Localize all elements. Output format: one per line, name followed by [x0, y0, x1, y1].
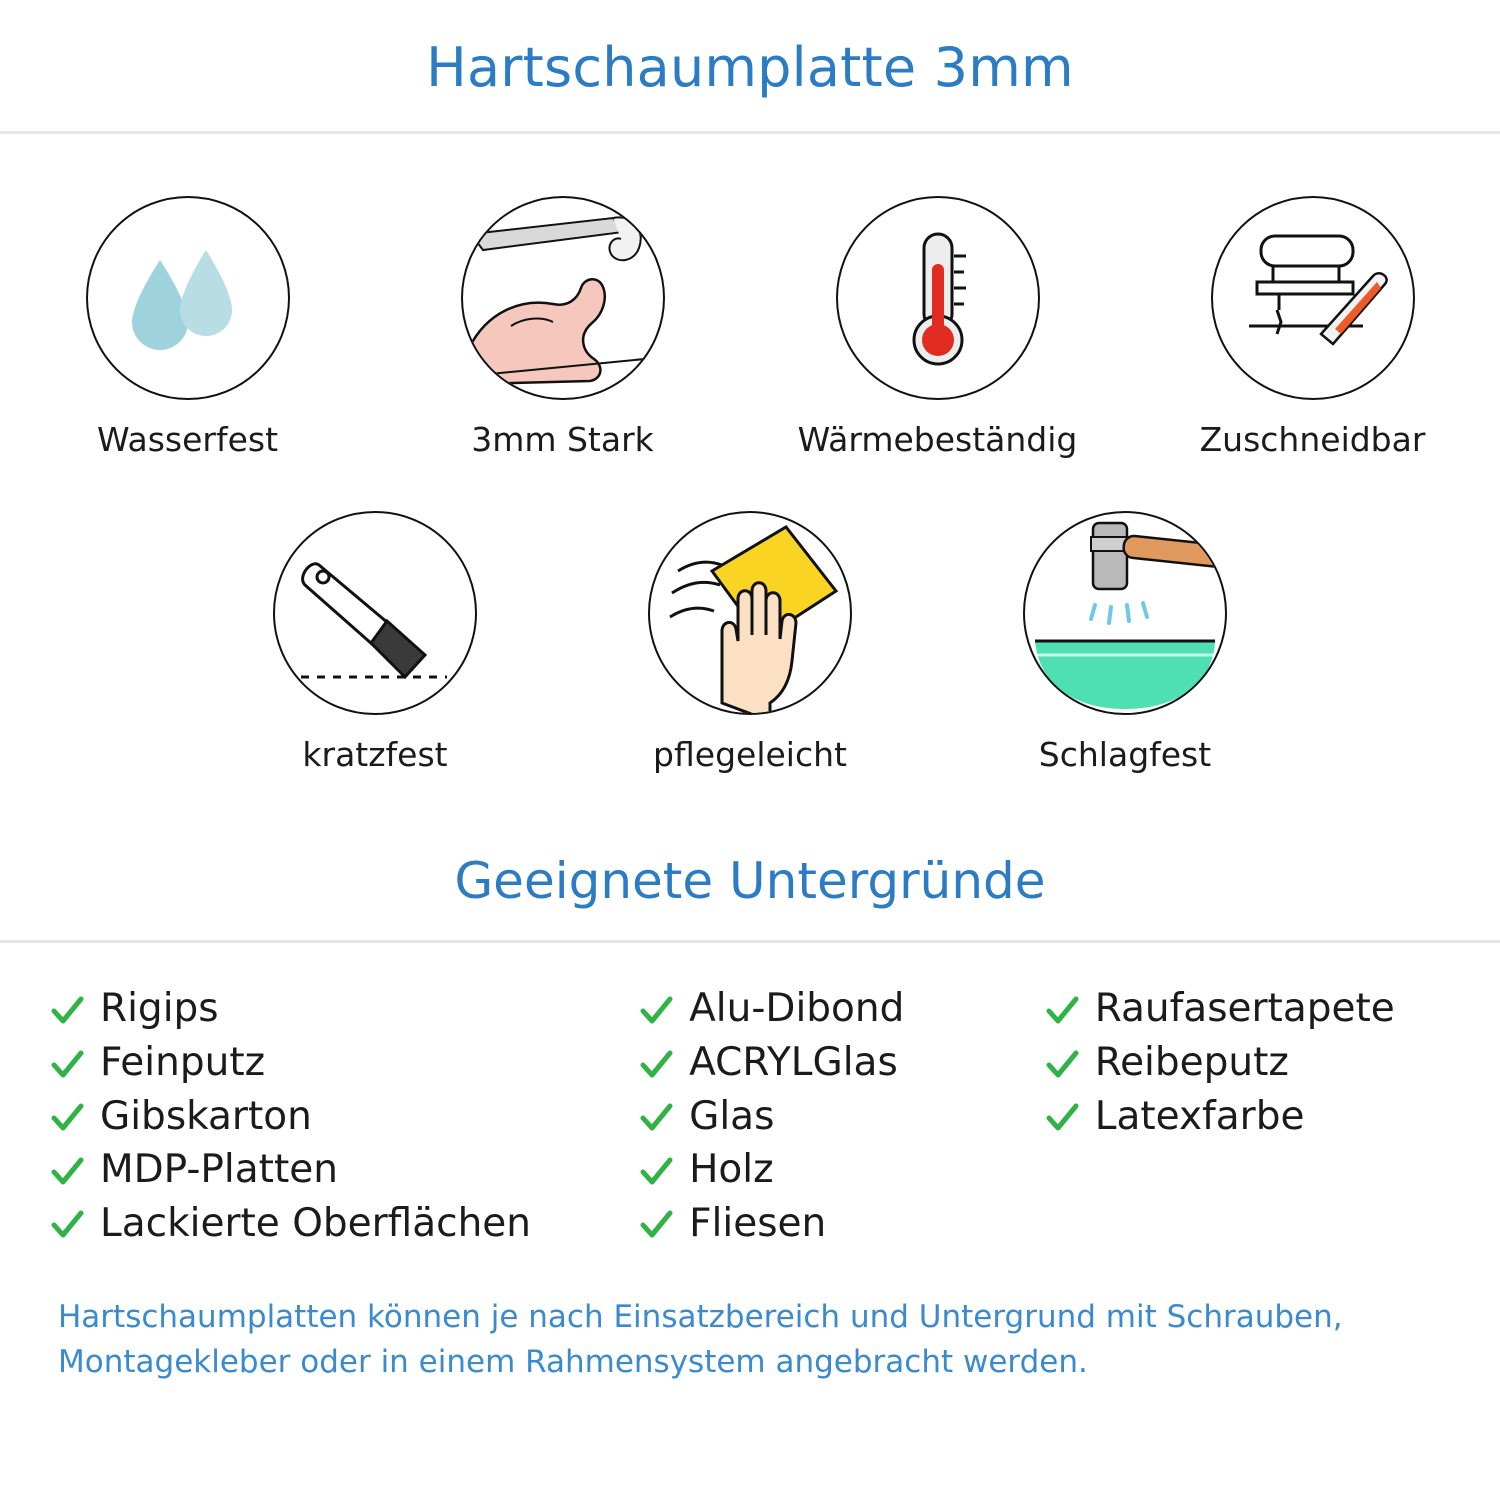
feature-zuschneidbar — [1125, 196, 1500, 459]
list-item — [50, 1039, 639, 1087]
water-drops-icon — [86, 196, 290, 400]
list-item — [639, 1146, 1045, 1194]
list-item — [639, 985, 1045, 1033]
check-icon — [50, 1046, 84, 1080]
hammer-impact-icon — [1023, 511, 1227, 715]
feature-label: 3mm Stark — [471, 420, 654, 460]
hand-cloth-wipe-icon — [648, 511, 852, 715]
feature-row-1 — [0, 196, 1500, 459]
list-item — [1045, 1093, 1460, 1141]
list-item-label: Gibskarton — [100, 1093, 312, 1139]
list-item-label: Rigips — [100, 986, 219, 1032]
check-icon — [639, 1046, 673, 1080]
check-icon — [639, 992, 673, 1026]
footer-note: Hartschaumplatten können je nach Einsatzbereich und Untergrund mit Schrauben, Montagekleber oder in einem Rahmensystem angebracht werden. — [58, 1299, 1343, 1381]
check-icon — [50, 1206, 84, 1240]
list-item — [639, 1200, 1045, 1248]
substrate-column-1 — [40, 985, 639, 1247]
list-item — [50, 1146, 639, 1194]
knife-scratch-icon — [273, 511, 477, 715]
feature-label: kratzfest — [302, 735, 448, 775]
list-item — [639, 1093, 1045, 1141]
check-icon — [1045, 992, 1079, 1026]
list-item-label: Alu-Dibond — [689, 986, 905, 1032]
feature-schlagfest — [938, 511, 1313, 774]
check-icon — [50, 992, 84, 1026]
list-item-label: Reibeputz — [1094, 1039, 1289, 1085]
feature-label: Schlagfest — [1038, 735, 1212, 775]
substrate-column-3 — [1045, 985, 1460, 1247]
page-title: Hartschaumplatte 3mm — [426, 36, 1074, 99]
check-icon — [1045, 1046, 1079, 1080]
list-item-label: Lackierte Oberflächen — [100, 1200, 532, 1246]
list-item — [1045, 985, 1460, 1033]
feature-label: Wärmebeständig — [797, 420, 1078, 460]
check-icon — [50, 1153, 84, 1187]
feature-label: pflegeleicht — [653, 735, 847, 775]
list-item-label: Raufasertapete — [1094, 986, 1395, 1032]
list-item-label: Fliesen — [689, 1200, 827, 1246]
substrates-title: Geeignete Untergründe — [454, 852, 1046, 911]
list-item — [50, 1093, 639, 1141]
feature-row-2 — [0, 511, 1500, 774]
check-icon — [1045, 1099, 1079, 1133]
list-item-label: MDP-Platten — [100, 1147, 338, 1193]
check-icon — [50, 1099, 84, 1133]
feature-label: Zuschneidbar — [1199, 420, 1426, 460]
list-item-label: Latexfarbe — [1094, 1093, 1305, 1139]
substrate-list — [0, 943, 1500, 1247]
jigsaw-and-knife-icon — [1211, 196, 1415, 400]
list-item-label: ACRYLGlas — [689, 1039, 898, 1085]
list-item — [639, 1039, 1045, 1087]
feature-label: Wasserfest — [96, 420, 279, 460]
list-item — [50, 1200, 639, 1248]
feature-pflegeleicht — [563, 511, 938, 774]
check-icon — [639, 1099, 673, 1133]
feature-3mm-stark — [375, 196, 750, 459]
list-item-label: Glas — [689, 1093, 775, 1139]
list-item — [50, 985, 639, 1033]
feature-waermebestaendig — [750, 196, 1125, 459]
list-item-label: Feinputz — [100, 1039, 266, 1085]
feature-kratzfest — [188, 511, 563, 774]
thermometer-icon — [836, 196, 1040, 400]
feature-wasserfest — [0, 196, 375, 459]
list-item-label: Holz — [689, 1147, 774, 1193]
check-icon — [639, 1206, 673, 1240]
list-item — [1045, 1039, 1460, 1087]
feature-grid — [0, 134, 1500, 774]
flexing-arm-icon — [461, 196, 665, 400]
substrate-column-2 — [639, 985, 1045, 1247]
check-icon — [639, 1153, 673, 1187]
